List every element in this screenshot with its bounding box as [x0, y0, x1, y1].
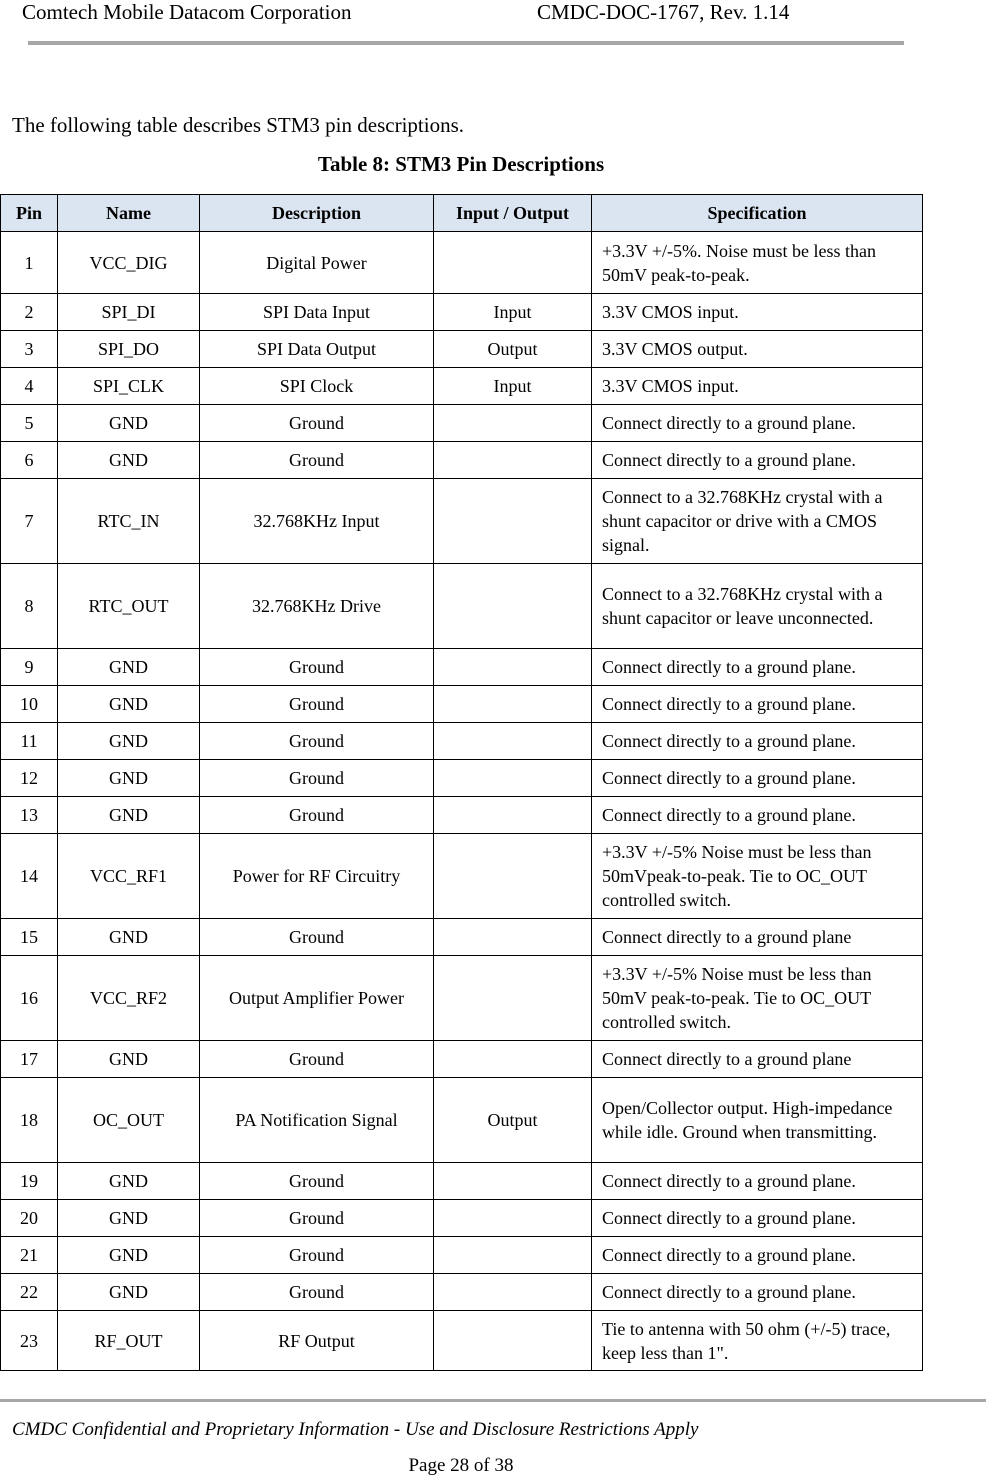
cell-description: Ground — [200, 1041, 434, 1078]
table-row — [1, 649, 923, 686]
cell-description: Power for RF Circuitry — [200, 834, 434, 919]
cell-description: 32.768KHz Input — [200, 479, 434, 564]
cell-description: Ground — [200, 1237, 434, 1274]
cell-io — [434, 405, 592, 442]
cell-name: GND — [58, 1274, 200, 1311]
table-row — [1, 294, 923, 331]
cell-name: VCC_DIG — [58, 232, 200, 294]
table-row — [1, 331, 923, 368]
cell-spec: Open/Collector output. High-impedance while idle. Ground when transmitting. — [592, 1078, 923, 1163]
col-header-description: Description — [200, 195, 434, 232]
cell-description: PA Notification Signal — [200, 1078, 434, 1163]
footer-note: CMDC Confidential and Proprietary Information - Use and Disclosure Restrictions Apply — [12, 1419, 699, 1440]
cell-io — [434, 1311, 592, 1371]
cell-io — [434, 1274, 592, 1311]
table-row — [1, 956, 923, 1041]
cell-pin: 23 — [1, 1311, 58, 1371]
cell-spec: Connect directly to a ground plane. — [592, 723, 923, 760]
cell-pin: 17 — [1, 1041, 58, 1078]
table-row — [1, 1200, 923, 1237]
cell-io — [434, 479, 592, 564]
table-row — [1, 919, 923, 956]
cell-io — [434, 649, 592, 686]
cell-spec: Connect directly to a ground plane. — [592, 797, 923, 834]
table-row — [1, 1311, 923, 1371]
cell-spec: Connect directly to a ground plane. — [592, 442, 923, 479]
cell-name: GND — [58, 1200, 200, 1237]
cell-pin: 14 — [1, 834, 58, 919]
cell-spec: Connect directly to a ground plane. — [592, 1163, 923, 1200]
cell-spec: Tie to antenna with 50 ohm (+/-5) trace, keep less than 1". — [592, 1311, 923, 1371]
cell-description: Ground — [200, 442, 434, 479]
table-row — [1, 405, 923, 442]
cell-spec: Connect directly to a ground plane. — [592, 649, 923, 686]
cell-pin: 22 — [1, 1274, 58, 1311]
cell-io — [434, 919, 592, 956]
cell-pin: 2 — [1, 294, 58, 331]
cell-spec: 3.3V CMOS output. — [592, 331, 923, 368]
cell-name: GND — [58, 760, 200, 797]
table-row — [1, 1237, 923, 1274]
cell-pin: 5 — [1, 405, 58, 442]
cell-pin: 20 — [1, 1200, 58, 1237]
cell-description: Digital Power — [200, 232, 434, 294]
table-row — [1, 564, 923, 649]
cell-pin: 12 — [1, 760, 58, 797]
cell-description: Ground — [200, 1274, 434, 1311]
cell-name: VCC_RF2 — [58, 956, 200, 1041]
cell-name: OC_OUT — [58, 1078, 200, 1163]
cell-io — [434, 232, 592, 294]
cell-io: Output — [434, 1078, 592, 1163]
table-row — [1, 1163, 923, 1200]
cell-io — [434, 760, 592, 797]
table-row — [1, 442, 923, 479]
col-header-pin: Pin — [1, 195, 58, 232]
cell-description: SPI Clock — [200, 368, 434, 405]
cell-name: RTC_OUT — [58, 564, 200, 649]
cell-description: Ground — [200, 405, 434, 442]
cell-spec: Connect to a 32.768KHz crystal with a shunt capacitor or leave unconnected. — [592, 564, 923, 649]
cell-pin: 18 — [1, 1078, 58, 1163]
cell-io — [434, 797, 592, 834]
cell-pin: 3 — [1, 331, 58, 368]
cell-spec: Connect directly to a ground plane. — [592, 405, 923, 442]
cell-spec: Connect directly to a ground plane. — [592, 1274, 923, 1311]
table-row — [1, 834, 923, 919]
header-doc-id: CMDC-DOC-1767, Rev. 1.14 — [537, 0, 790, 24]
table-row — [1, 797, 923, 834]
cell-spec: Connect to a 32.768KHz crystal with a shunt capacitor or drive with a CMOS signal. — [592, 479, 923, 564]
cell-io — [434, 1041, 592, 1078]
table-body — [1, 232, 923, 1371]
cell-io — [434, 1200, 592, 1237]
table-row — [1, 368, 923, 405]
cell-name: GND — [58, 797, 200, 834]
page-number: Page 28 of 38 — [408, 1455, 514, 1476]
cell-description: Ground — [200, 797, 434, 834]
cell-name: GND — [58, 442, 200, 479]
cell-description: Ground — [200, 1163, 434, 1200]
cell-io — [434, 1237, 592, 1274]
cell-pin: 21 — [1, 1237, 58, 1274]
cell-io — [434, 723, 592, 760]
cell-name: RF_OUT — [58, 1311, 200, 1371]
cell-io — [434, 956, 592, 1041]
cell-io — [434, 564, 592, 649]
cell-pin: 11 — [1, 723, 58, 760]
table-row — [1, 232, 923, 294]
cell-description: SPI Data Input — [200, 294, 434, 331]
cell-spec: Connect directly to a ground plane. — [592, 686, 923, 723]
header-company: Comtech Mobile Datacom Corporation — [22, 0, 352, 24]
cell-name: GND — [58, 919, 200, 956]
cell-description: Ground — [200, 760, 434, 797]
cell-description: Ground — [200, 1200, 434, 1237]
col-header-io: Input / Output — [434, 195, 592, 232]
cell-description: Output Amplifier Power — [200, 956, 434, 1041]
cell-name: RTC_IN — [58, 479, 200, 564]
cell-name: SPI_DI — [58, 294, 200, 331]
cell-spec: Connect directly to a ground plane — [592, 1041, 923, 1078]
cell-io: Input — [434, 368, 592, 405]
cell-io — [434, 442, 592, 479]
cell-spec: +3.3V +/-5% Noise must be less than 50mVpeak-to-peak. Tie to OC_OUT controlled switch. — [592, 834, 923, 919]
cell-name: GND — [58, 649, 200, 686]
cell-name: GND — [58, 1237, 200, 1274]
cell-name: GND — [58, 723, 200, 760]
cell-pin: 9 — [1, 649, 58, 686]
cell-pin: 10 — [1, 686, 58, 723]
table-row — [1, 760, 923, 797]
cell-spec: Connect directly to a ground plane — [592, 919, 923, 956]
intro-text: The following table describes STM3 pin descriptions. — [12, 113, 465, 137]
cell-spec: 3.3V CMOS input. — [592, 368, 923, 405]
cell-description: 32.768KHz Drive — [200, 564, 434, 649]
cell-name: GND — [58, 405, 200, 442]
table-row — [1, 479, 923, 564]
cell-name: SPI_DO — [58, 331, 200, 368]
cell-spec: Connect directly to a ground plane. — [592, 1200, 923, 1237]
pin-table — [0, 194, 923, 1371]
cell-io — [434, 1163, 592, 1200]
footer-rule — [0, 1399, 986, 1402]
table-row — [1, 723, 923, 760]
cell-name: VCC_RF1 — [58, 834, 200, 919]
cell-spec: +3.3V +/-5% Noise must be less than 50mV peak-to-peak. Tie to OC_OUT controlled switch. — [592, 956, 923, 1041]
cell-io: Output — [434, 331, 592, 368]
cell-description: Ground — [200, 686, 434, 723]
cell-name: SPI_CLK — [58, 368, 200, 405]
header-rule — [28, 41, 904, 45]
cell-pin: 1 — [1, 232, 58, 294]
col-header-name: Name — [58, 195, 200, 232]
cell-io: Input — [434, 294, 592, 331]
cell-io — [434, 834, 592, 919]
cell-pin: 16 — [1, 956, 58, 1041]
table-row — [1, 1274, 923, 1311]
table-row — [1, 1041, 923, 1078]
table-caption: Table 8: STM3 Pin Descriptions — [317, 152, 605, 176]
cell-pin: 7 — [1, 479, 58, 564]
table-row — [1, 686, 923, 723]
cell-io — [434, 686, 592, 723]
cell-description: Ground — [200, 919, 434, 956]
cell-name: GND — [58, 1163, 200, 1200]
cell-pin: 4 — [1, 368, 58, 405]
cell-pin: 8 — [1, 564, 58, 649]
table-row — [1, 1078, 923, 1163]
cell-description: RF Output — [200, 1311, 434, 1371]
table-header-row — [1, 195, 923, 232]
cell-spec: 3.3V CMOS input. — [592, 294, 923, 331]
cell-pin: 19 — [1, 1163, 58, 1200]
cell-description: Ground — [200, 649, 434, 686]
cell-pin: 15 — [1, 919, 58, 956]
col-header-specification: Specification — [592, 195, 923, 232]
cell-spec: Connect directly to a ground plane. — [592, 1237, 923, 1274]
cell-spec: +3.3V +/-5%. Noise must be less than 50mV peak-to-peak. — [592, 232, 923, 294]
cell-name: GND — [58, 1041, 200, 1078]
cell-spec: Connect directly to a ground plane. — [592, 760, 923, 797]
cell-description: Ground — [200, 723, 434, 760]
cell-name: GND — [58, 686, 200, 723]
cell-pin: 13 — [1, 797, 58, 834]
cell-pin: 6 — [1, 442, 58, 479]
cell-description: SPI Data Output — [200, 331, 434, 368]
